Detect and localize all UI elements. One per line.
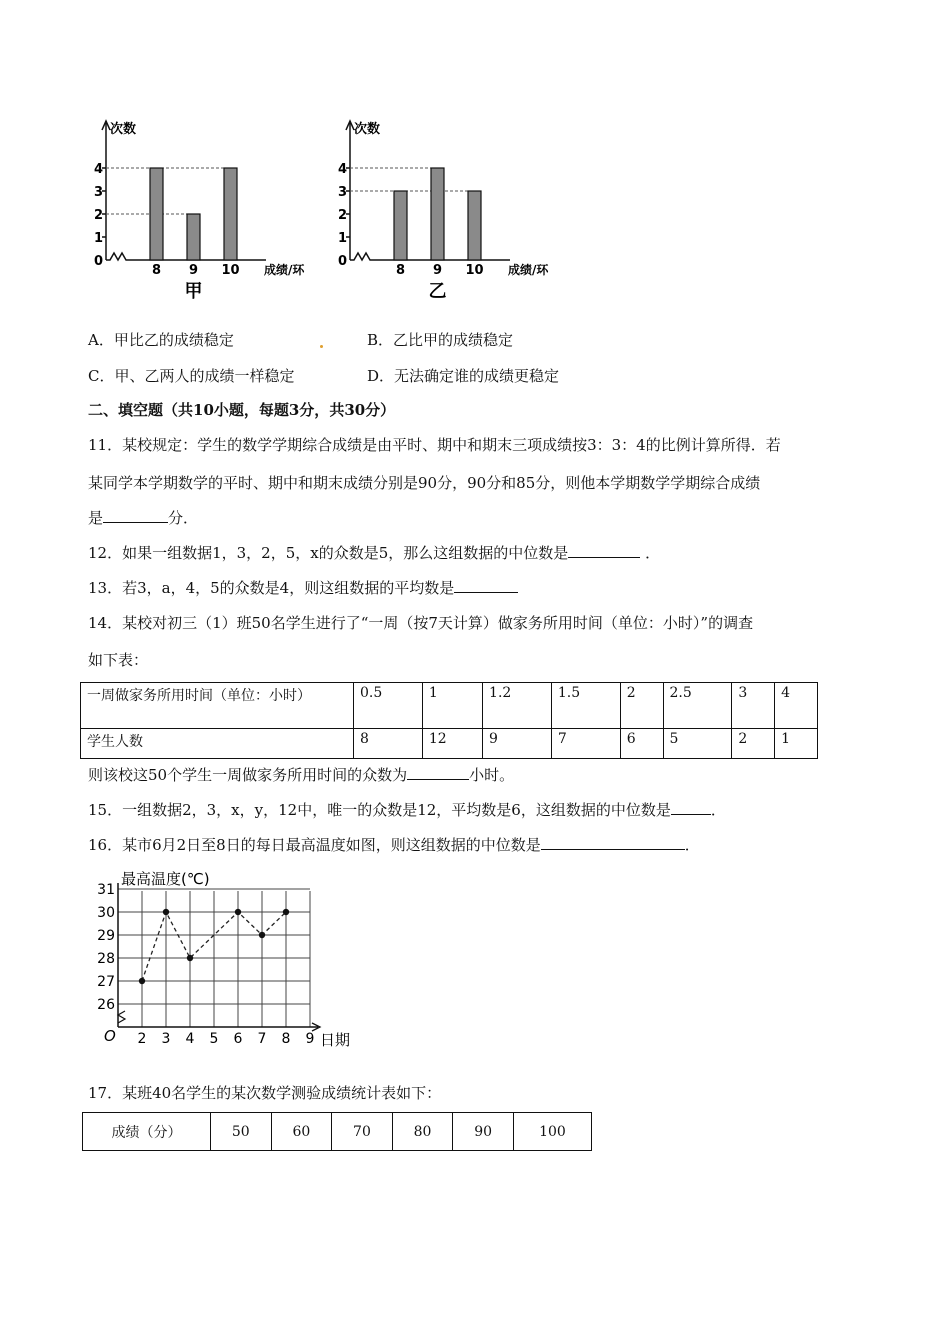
q12-end: ． — [645, 544, 661, 562]
data-point — [283, 909, 289, 915]
q14-line1: 14．某校对初三（1）班50名学生进行了“一周（按7天计算）做家务所用时间（单位：小时）”的调查 — [88, 614, 754, 632]
y-tick-label: 31 — [97, 882, 115, 898]
y-tick-label: 27 — [97, 974, 115, 990]
q16-end: ． — [684, 836, 700, 854]
q15-end: ． — [710, 801, 726, 819]
q12-answer-blank[interactable] — [568, 543, 640, 558]
table-row — [81, 683, 818, 729]
chart-title: 甲 — [184, 281, 203, 302]
table-cell: 0.5 — [354, 683, 423, 729]
x-axis — [350, 253, 510, 260]
y-tick-label: 3 — [338, 185, 348, 200]
bar — [150, 168, 163, 260]
x-tick-label: 10 — [221, 263, 240, 278]
table-cell: 2 — [620, 683, 663, 729]
q14-line2: 如下表： — [88, 651, 149, 669]
data-point — [139, 978, 145, 984]
q14-after-end: 小时。 — [469, 766, 515, 784]
q13-text: 13．若3，a，4，5的众数是4，则这组数据的平均数是 — [88, 579, 455, 597]
table-cell: 2.5 — [663, 683, 732, 729]
origin-label: O — [104, 1027, 116, 1045]
q17-table — [82, 1112, 592, 1151]
bar-chart-jia — [88, 115, 328, 310]
table-cell: 8 — [354, 729, 423, 759]
data-point — [259, 932, 265, 938]
q15-line — [88, 800, 726, 820]
q14-table — [80, 682, 818, 759]
x-tick-label: 10 — [465, 263, 484, 278]
y-tick-label: 2 — [338, 208, 348, 223]
bar — [468, 191, 481, 260]
y-tick-label: 1 — [338, 231, 348, 246]
q13-line — [88, 578, 518, 598]
bar-chart-yi — [332, 115, 572, 310]
y-tick-label: 30 — [97, 905, 115, 921]
option-a: A．甲比乙的成绩稳定 — [88, 331, 234, 349]
option-c: C．甲、乙两人的成绩一样稳定 — [88, 367, 295, 385]
temperature-line-chart — [95, 868, 365, 1053]
q11-answer-blank[interactable] — [103, 508, 168, 523]
x-axis — [106, 253, 266, 260]
table-row — [83, 1113, 592, 1151]
x-tick-label: 7 — [257, 1031, 267, 1047]
q11-text-a: 是 — [88, 509, 104, 527]
y-tick-label: 26 — [97, 997, 115, 1013]
q11-text-b: 分． — [168, 509, 199, 527]
bar — [187, 214, 200, 260]
q14-answer-blank[interactable] — [407, 765, 469, 780]
table-cell: 2 — [732, 729, 775, 759]
q16-text: 16．某市6月2日至8日的每日最高温度如图，则这组数据的中位数是 — [88, 836, 541, 854]
table-cell: 70 — [332, 1113, 393, 1151]
q14-after-text: 则该校这50个学生一周做家务所用时间的众数为 — [88, 766, 408, 784]
q17-head: 成绩（分） — [83, 1113, 211, 1151]
table-cell: 1 — [775, 729, 818, 759]
section-title: 二、填空题（共10小题，每题3分，共30分） — [88, 401, 396, 419]
q15-text: 15．一组数据2，3，x，y，12中，唯一的众数是12，平均数是6，这组数据的中位数是 — [88, 801, 671, 819]
y-tick-label: 0 — [338, 254, 348, 269]
x-tick-label: 6 — [233, 1031, 243, 1047]
y-axis-title: 最高温度(℃) — [121, 870, 210, 888]
y-tick-label: 4 — [338, 162, 348, 177]
x-tick-label: 8 — [395, 263, 406, 278]
table-cell: 6 — [620, 729, 663, 759]
q17-line: 17．某班40名学生的某次数学测验成绩统计表如下： — [88, 1084, 442, 1102]
bar — [431, 168, 444, 260]
bar — [224, 168, 237, 260]
y-tick-label: 0 — [94, 254, 104, 269]
q16-answer-blank[interactable] — [541, 835, 685, 850]
q14-row2-head: 学生人数 — [81, 729, 354, 759]
table-cell: 4 — [775, 683, 818, 729]
y-axis-title: 次数 — [110, 122, 137, 137]
table-cell: 7 — [551, 729, 620, 759]
option-b: B．乙比甲的成绩稳定 — [367, 331, 514, 349]
axis-break — [118, 1011, 125, 1023]
chart-title: 乙 — [428, 281, 447, 302]
table-cell: 100 — [513, 1113, 591, 1151]
x-tick-label: 4 — [185, 1031, 195, 1047]
table-cell: 1.2 — [483, 683, 552, 729]
table-cell: 3 — [732, 683, 775, 729]
table-cell: 50 — [211, 1113, 272, 1151]
data-point — [187, 955, 193, 961]
x-axis-title: 成绩/环 — [508, 263, 549, 277]
y-tick-label: 4 — [94, 162, 104, 177]
q12-text: 12．如果一组数据1，3，2，5，x的众数是5，那么这组数据的中位数是 — [88, 544, 569, 562]
q16-line — [88, 835, 700, 855]
y-tick-label: 29 — [97, 928, 115, 944]
table-cell: 5 — [663, 729, 732, 759]
table-cell: 1.5 — [551, 683, 620, 729]
x-tick-label: 9 — [432, 263, 443, 278]
y-tick-label: 1 — [94, 231, 104, 246]
x-tick-label: 8 — [151, 263, 162, 278]
q12-line — [88, 543, 660, 563]
stray-mark — [320, 345, 323, 348]
option-d: D．无法确定谁的成绩更稳定 — [367, 367, 560, 385]
y-axis-title: 次数 — [354, 122, 381, 137]
table-cell: 90 — [453, 1113, 514, 1151]
table-cell: 1 — [422, 683, 482, 729]
q15-answer-blank[interactable] — [671, 800, 711, 815]
x-tick-label: 5 — [209, 1031, 219, 1047]
q14-after — [88, 765, 514, 785]
q11-line3 — [88, 508, 198, 528]
x-tick-label: 3 — [161, 1031, 171, 1047]
data-point — [163, 909, 169, 915]
bar — [394, 191, 407, 260]
table-cell: 60 — [271, 1113, 332, 1151]
x-tick-label: 2 — [137, 1031, 147, 1047]
x-tick-label: 9 — [305, 1031, 315, 1047]
y-tick-label: 2 — [94, 208, 104, 223]
x-axis-title: 日期 — [320, 1031, 351, 1049]
table-cell: 12 — [422, 729, 482, 759]
x-tick-label: 8 — [281, 1031, 291, 1047]
q13-answer-blank[interactable] — [454, 578, 518, 593]
q14-row1-head: 一周做家务所用时间（单位：小时） — [81, 683, 354, 729]
x-axis-title: 成绩/环 — [264, 263, 305, 277]
y-tick-label: 3 — [94, 185, 104, 200]
y-tick-label: 28 — [97, 951, 115, 967]
x-tick-label: 9 — [188, 263, 199, 278]
data-point — [235, 909, 241, 915]
q11-line1: 11．某校规定：学生的数学学期综合成绩是由平时、期中和期末三项成绩按3：3：4的比例计算所得．若 — [88, 436, 781, 454]
table-cell: 9 — [483, 729, 552, 759]
table-row — [81, 729, 818, 759]
table-cell: 80 — [392, 1113, 453, 1151]
q11-line2: 某同学本学期数学的平时、期中和期末成绩分别是90分，90分和85分，则他本学期数学学期综合成绩 — [88, 474, 761, 492]
